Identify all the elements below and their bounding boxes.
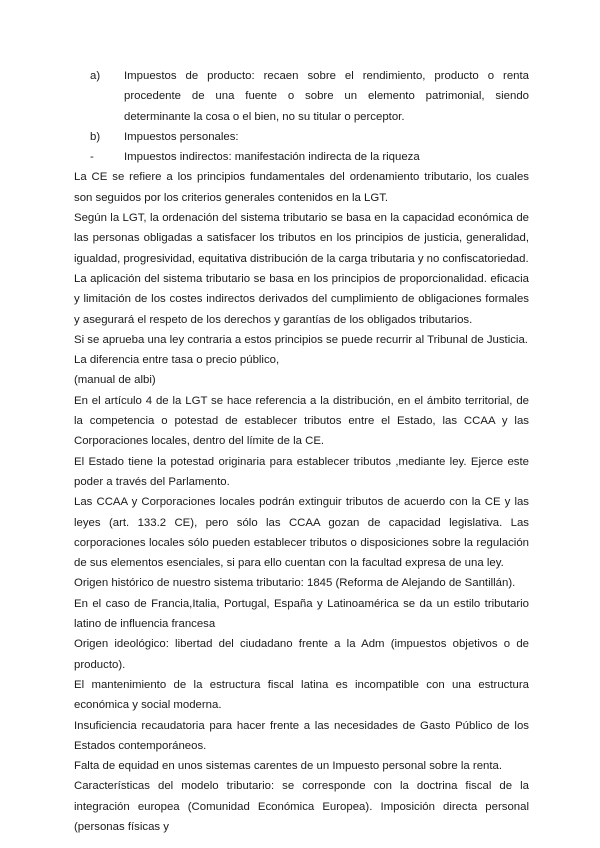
paragraph: La CE se refiere a los principios fundamentales del ordenamiento tributario, los cuales son seguidos por los criterios generales contenidos en la LGT. xyxy=(74,171,529,204)
list-item xyxy=(90,66,529,127)
list-item xyxy=(90,127,529,147)
paragraph: En el caso de Francia,Italia, Portugal, España y Latinoamérica se da un estilo tributario latino de influencia francesa xyxy=(74,597,529,631)
list-item-text: Impuestos personales: xyxy=(124,130,239,143)
paragraph: Las CCAA y Corporaciones locales podrán extinguir tributos de acuerdo con la CE y las leyes (art. 133.2 CE), pero sólo las CCAA gozan de capacidad legislativa. Las corporaciones locales sólo pueden establecer tributos o disposiciones sobre la regulación de sus elementos esenciales, si para ello cuentan con la facultad expresa de una ley. xyxy=(74,496,529,570)
paragraph: Origen histórico de nuestro sistema tributario: 1845 (Reforma de Alejando de Santillán). xyxy=(74,577,516,590)
paragraph: Si se aprueba una ley contraria a estos principios se puede recurrir al Tribunal de Justicia. xyxy=(74,333,528,346)
paragraph: Características del modelo tributario: se corresponde con la doctrina fiscal de la integración europea (Comunidad Económica Europea). Imposición directa personal (personas físicas y xyxy=(74,780,529,833)
paragraph: La aplicación del sistema tributario se basa en los principios de proporcionalidad. eficacia y limitación de los costes indirectos derivados del cumplimiento de obligaciones formales y asegurará el respeto de los derechos y garantías de los obligados tributarios. xyxy=(74,272,529,326)
list-item-text: Impuestos de producto: recaen sobre el rendimiento, producto o renta procedente de una fuente o sobre un elemento patrimonial, siendo determinante la cosa o el bien, no su titular o perceptor. xyxy=(124,70,529,123)
paragraph: Según la LGT, la ordenación del sistema tributario se basa en la capacidad económica de las personas obligadas a satisfacer los tributos en los principios de justicia, generalidad, igualdad, progresividad, equitativa distribución de la carga tributaria y no confiscatoriedad. xyxy=(74,212,529,265)
list-item xyxy=(90,147,529,167)
paragraph: Origen ideológico: libertad del ciudadano frente a la Adm (impuestos objetivos o de producto). xyxy=(74,638,529,671)
paragraph: Falta de equidad en unos sistemas carentes de un Impuesto personal sobre la renta. xyxy=(74,760,503,773)
list-marker: b) xyxy=(90,130,101,143)
list-item-text: Impuestos indirectos: manifestación indirecta de la riqueza xyxy=(124,151,420,164)
paragraph: El mantenimiento de la estructura fiscal latina es incompatible con una estructura económica y social moderna. xyxy=(74,678,529,712)
document-body xyxy=(74,66,529,837)
paragraph: La diferencia entre tasa o precio público, xyxy=(74,354,280,367)
paragraph: En el artículo 4 de la LGT se hace referencia a la distribución, en el ámbito territorial, de la competencia o potestad de establecer tributos entre el Estado, las CCAA y las Corporaciones locales, dentro del límite de la CE. xyxy=(74,394,529,448)
list-marker: a) xyxy=(90,70,101,82)
paragraph: El Estado tiene la potestad originaria para establecer tributos ,mediante ley. Ejerce este poder a través del Parlamento. xyxy=(74,455,529,488)
list-marker: - xyxy=(90,151,94,164)
paragraph: (manual de albi) xyxy=(74,374,156,387)
paragraph: Insuficiencia recaudatoria para hacer frente a las necesidades de Gasto Público de los Estados contemporáneos. xyxy=(74,719,529,752)
